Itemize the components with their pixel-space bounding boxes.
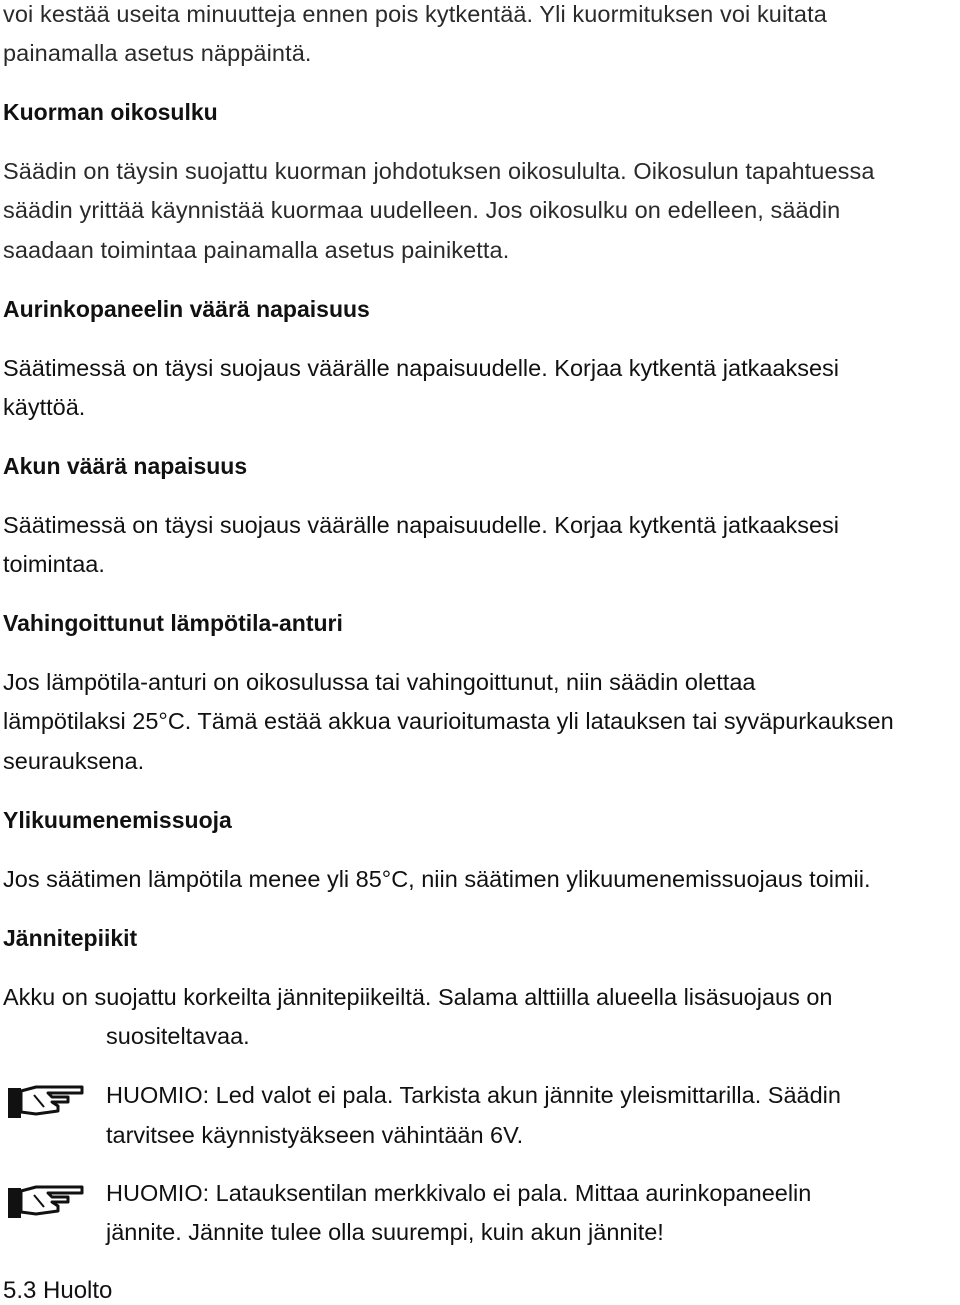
- section-text-line: Säädin on täysin suojattu kuorman johdotuksen oikosululta. Oikosulun tapahtuessa: [3, 158, 875, 184]
- pointing-hand-icon: [8, 1181, 84, 1219]
- section-text-line: Jos lämpötila-anturi on oikosulussa tai vahingoittunut, niin säädin olettaa: [3, 669, 756, 695]
- note-text-line: HUOMIO: Led valot ei pala. Tarkista akun jännite yleismittarilla. Säädin: [106, 1082, 841, 1108]
- section-heading-aurinkopaneeli: Aurinkopaneelin väärä napaisuus: [3, 296, 370, 322]
- section-text-line: Säätimessä on täysi suojaus väärälle napaisuudelle. Korjaa kytkentä jatkaaksesi: [3, 512, 840, 538]
- intro-line-2: painamalla asetus näppäintä.: [3, 40, 312, 66]
- section-text-line: Säätimessä on täysi suojaus väärälle napaisuudelle. Korjaa kytkentä jatkaaksesi: [3, 355, 840, 381]
- intro-line-1: voi kestää useita minuutteja ennen pois kytkentää. Yli kuormituksen voi kuitata: [3, 1, 827, 27]
- section-text-line: käyttöä.: [3, 394, 86, 420]
- section-heading-akun-napaisuus: Akun väärä napaisuus: [3, 453, 248, 479]
- note-text-line: HUOMIO: Latauksentilan merkkivalo ei pala. Mittaa aurinkopaneelin: [106, 1180, 812, 1206]
- section-text-line: Akku on suojattu korkeilta jännitepiikeiltä. Salama alttiilla alueella lisäsuojaus on: [3, 984, 833, 1010]
- section-heading-huolto: 5.3 Huolto: [3, 1277, 113, 1304]
- section-heading-ylikuumenemissuoja: Ylikuumenemissuoja: [3, 807, 232, 833]
- note-text-line: tarvitsee käynnistyäkseen vähintään 6V.: [106, 1122, 524, 1148]
- section-text-line: saadaan toimintaa painamalla asetus painiketta.: [3, 237, 510, 263]
- section-heading-kuorman-oikosulku: Kuorman oikosulku: [3, 99, 218, 125]
- section-text-line: säädin yrittää käynnistää kuormaa uudelleen. Jos oikosulku on edelleen, säädin: [3, 197, 841, 223]
- section-text-line: toimintaa.: [3, 551, 105, 577]
- section-text-line: seurauksena.: [3, 748, 145, 774]
- note-text-line: jännite. Jännite tulee olla suurempi, kuin akun jännite!: [106, 1219, 664, 1245]
- section-text-line: Jos säätimen lämpötila menee yli 85°C, niin säätimen ylikuumenemissuojaus toimii.: [3, 866, 871, 892]
- section-text-line: suositeltavaa.: [106, 1023, 250, 1049]
- section-text-line: lämpötilaksi 25°C. Tämä estää akkua vaurioitumasta yli latauksen tai syväpurkauksen: [3, 708, 894, 734]
- section-heading-jannitepiikit: Jännitepiikit: [3, 925, 138, 951]
- section-heading-lampotila-anturi: Vahingoittunut lämpötila-anturi: [3, 610, 343, 636]
- pointing-hand-icon: [8, 1081, 84, 1119]
